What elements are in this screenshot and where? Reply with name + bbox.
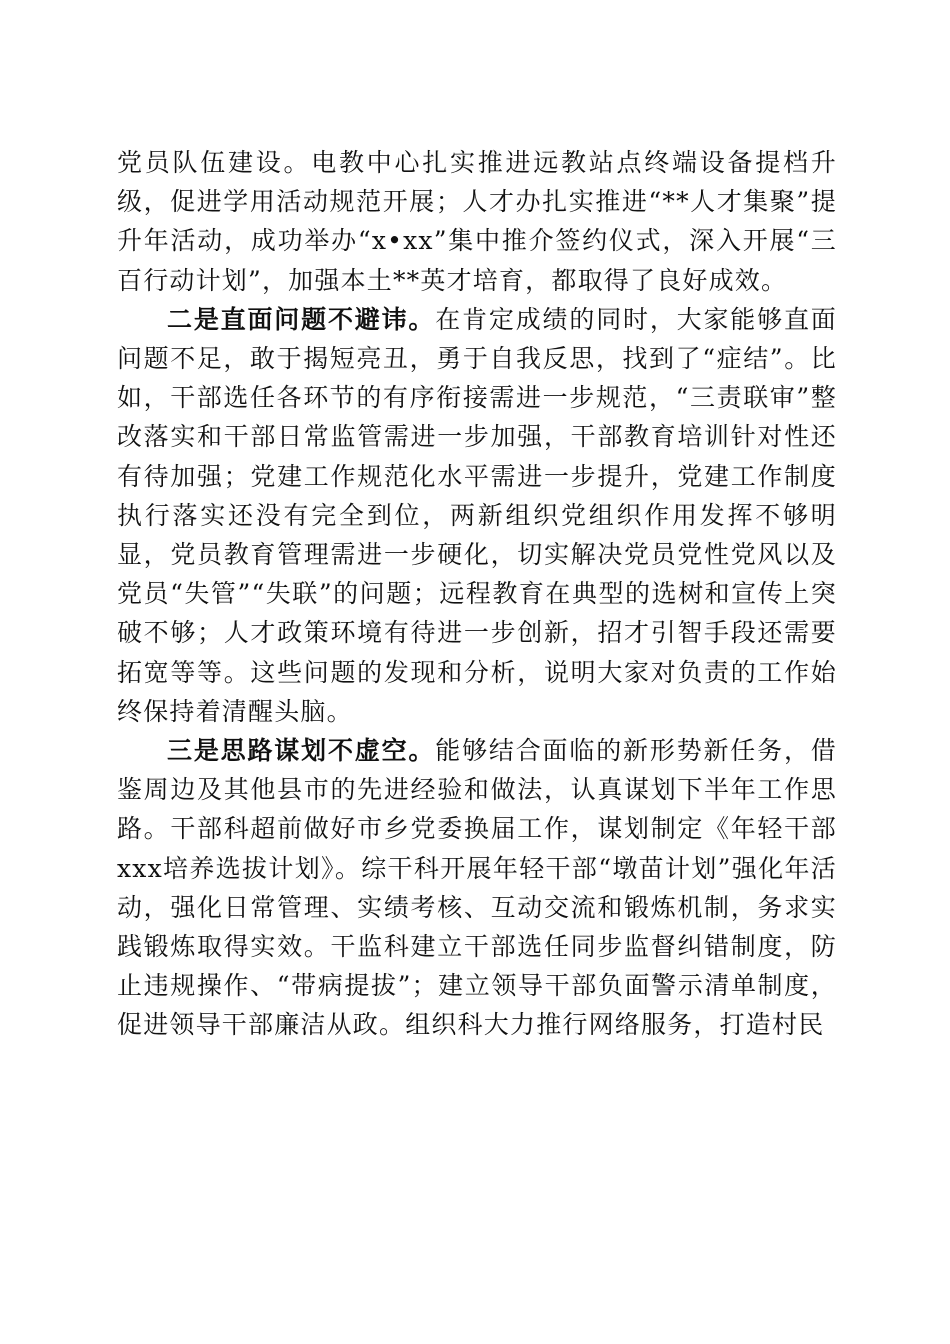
paragraph-planning: [117, 731, 837, 1045]
document-body: [117, 143, 837, 1045]
paragraph-lead: 二是直面问题不避讳。: [167, 304, 436, 334]
paragraph-text: 能够结合面临的新形势新任务，借鉴周边及其他县市的先进经验和做法，认真谋划下半年工作思路。干部科超前做好市乡党委换届工作，谋划制定《年轻干部xxx培养选拔计划》。综干科开展年轻干部“墩苗计划”强化年活动，强化日常管理、实绩考核、互动交流和锻炼机制，务求实践锻炼取得实效。干监科建立干部选任同步监督纠错制度，防止违规操作、“带病提拔”；建立领导干部负面警示清单制度，促进领导干部廉洁从政。组织科大力推行网络服务，打造村民: [117, 736, 837, 1040]
paragraph-lead: 三是思路谋划不虚空。: [167, 736, 436, 766]
paragraph-problems: [117, 300, 837, 731]
paragraph-continuation: [117, 143, 837, 300]
paragraph-text: 在肯定成绩的同时，大家能够直面问题不足，敢于揭短亮丑，勇于自我反思，找到了“症结”。比如，干部选任各环节的有序衔接需进一步规范，“三责联审”整改落实和干部日常监管需进一步加强，干部教育培训针对性还有待加强；党建工作规范化水平需进一步提升，党建工作制度执行落实还没有完全到位，两新组织党组织作用发挥不够明显，党员教育管理需进一步硬化，切实解决党员党性党风以及党员“失管”“失联”的问题；远程教育在典型的选树和宣传上突破不够；人才政策环境有待进一步创新，招才引智手段还需要拓宽等等。这些问题的发现和分析，说明大家对负责的工作始终保持着清醒头脑。: [117, 304, 837, 726]
paragraph-text: 党员队伍建设。电教中心扎实推进远教站点终端设备提档升级，促进学用活动规范开展；人才办扎实推进“**人才集聚”提升年活动，成功举办“x•xx”集中推介签约仪式，深入开展“三百行动计划”，加强本土**英才培育，都取得了良好成效。: [117, 148, 837, 295]
